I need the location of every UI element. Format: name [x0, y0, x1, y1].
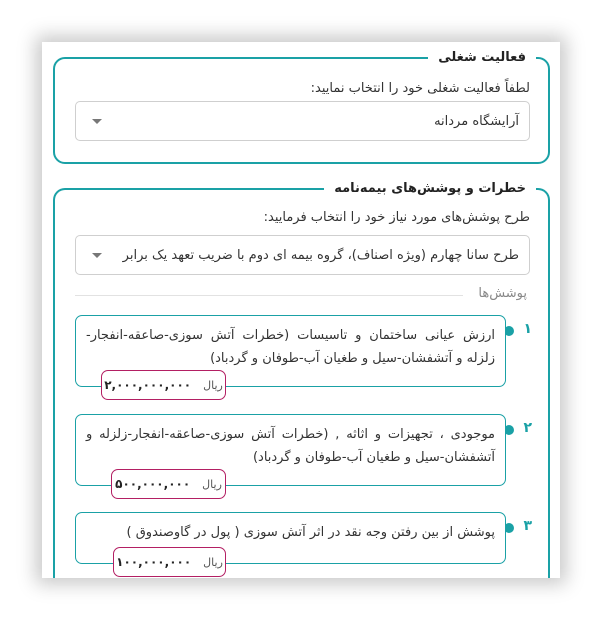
- chevron-down-icon: [92, 119, 102, 124]
- business-activity-select[interactable]: [75, 101, 530, 141]
- coverage-amount-badge: [101, 370, 226, 400]
- currency-unit: ریال: [203, 555, 223, 569]
- coverages-divider: [75, 295, 463, 296]
- chevron-down-icon: [92, 253, 102, 258]
- business-activity-section: [53, 50, 550, 164]
- business-activity-value: آرایشگاه مردانه: [434, 113, 519, 129]
- coverages-heading: پوشش‌ها: [478, 286, 527, 301]
- business-activity-legend: فعالیت شغلی: [428, 48, 536, 68]
- coverage-item-number: ۳: [523, 518, 532, 534]
- coverage-item-number: ۲: [523, 420, 532, 436]
- coverage-legend: خطرات و پوشش‌های بیمه‌نامه: [324, 179, 536, 199]
- coverage-plan-value: طرح سانا چهارم (ویژه اصناف)، گروه بیمه ای دوم با ضریب تعهد یک برابر: [122, 247, 519, 263]
- coverage-amount: ۲,۰۰۰,۰۰۰,۰۰۰: [104, 378, 192, 392]
- currency-unit: ریال: [202, 477, 222, 491]
- coverage-amount: ۵۰۰,۰۰۰,۰۰۰: [115, 477, 191, 491]
- coverage-item-number: ۱: [523, 321, 532, 337]
- coverage-item-text: موجودی ، تجهیزات و اثاثه , (خطرات آتش سوزی-صاعقه-انفجار-زلزله و آتشفشان-سیل و طغیان آب-طوفان و گردباد): [86, 427, 495, 465]
- coverage-plan-select[interactable]: [75, 235, 530, 275]
- business-activity-prompt: لطفاً فعالیت شغلی خود را انتخاب نمایید:: [310, 81, 530, 96]
- coverage-item-text: پوشش از بین رفتن وجه نقد در اثر آتش سوزی ( پول در گاوصندوق ): [126, 525, 495, 540]
- coverage-amount-badge: [113, 547, 226, 577]
- coverage-section: [53, 181, 550, 578]
- coverage-amount-badge: [111, 469, 226, 499]
- form-sheet: [42, 42, 560, 578]
- coverage-amount: ۱۰۰,۰۰۰,۰۰۰: [116, 555, 192, 569]
- coverage-item-text: ارزش عیانی ساختمان و تاسیسات (خطرات آتش سوزی-صاعقه-انفجار-زلزله و آتشفشان-سیل و طغیان آب-طوفان و گردباد): [86, 328, 495, 366]
- coverage-plan-prompt: طرح پوشش‌های مورد نیاز خود را انتخاب فرمایید:: [263, 210, 530, 225]
- currency-unit: ریال: [203, 378, 223, 392]
